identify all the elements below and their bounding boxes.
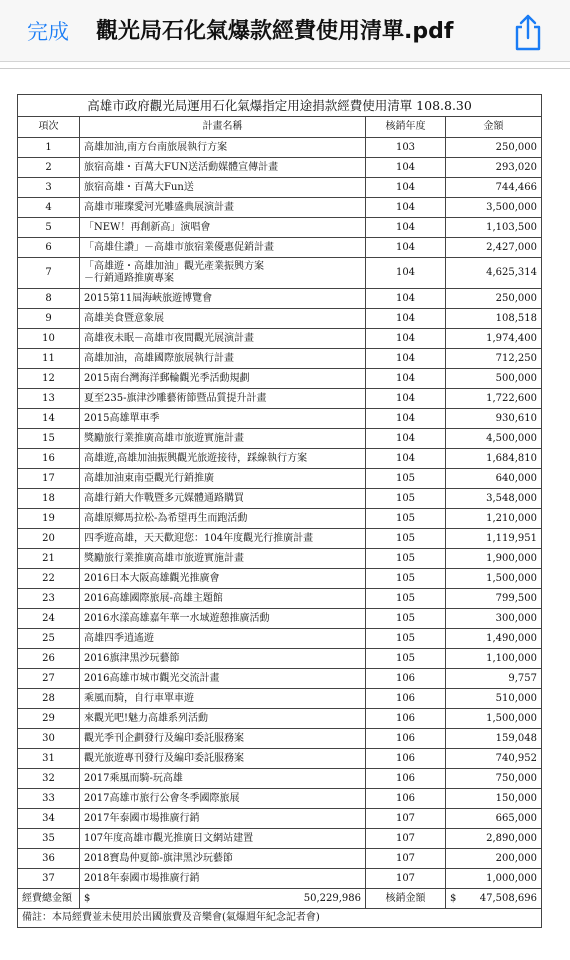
note-row: [18, 909, 542, 928]
plan-name-line-2: －行銷通路推廣專案: [84, 273, 174, 284]
table-row: [18, 589, 542, 609]
row-number: 6: [18, 238, 80, 258]
plan-name: 2015南台灣海洋郵輪觀光季活動規劃: [80, 369, 366, 389]
plan-name: 2016日本大阪高雄觀光推廣會: [80, 569, 366, 589]
row-number: 5: [18, 218, 80, 238]
row-number: 24: [18, 609, 80, 629]
verification-year: 104: [366, 349, 446, 369]
verification-year: 104: [366, 238, 446, 258]
plan-name: 四季遊高雄，天天歡迎您：104年度觀光行推廣計畫: [80, 529, 366, 549]
table-row: [18, 238, 542, 258]
plan-name: 高雄原鄉馬拉松-為希望再生而跑活動: [80, 509, 366, 529]
row-number: 36: [18, 849, 80, 869]
row-number: 32: [18, 769, 80, 789]
plan-name: 2018年泰國市場推廣行銷: [80, 869, 366, 889]
table-row: [18, 389, 542, 409]
table-row: [18, 529, 542, 549]
total-row: [18, 889, 542, 909]
navigation-bar: [0, 0, 570, 62]
expense-table: [17, 94, 542, 928]
row-number: 33: [18, 789, 80, 809]
amount: 1,000,000: [446, 869, 542, 889]
verification-year: 104: [366, 369, 446, 389]
header-year: 核銷年度: [366, 117, 446, 138]
row-number: 4: [18, 198, 80, 218]
amount: 2,427,000: [446, 238, 542, 258]
plan-name: 高雄行銷大作戰暨多元媒體通路購買: [80, 489, 366, 509]
amount: 108,518: [446, 309, 542, 329]
table-row: [18, 709, 542, 729]
table-row: [18, 869, 542, 889]
amount: 930,610: [446, 409, 542, 429]
plan-name: 107年度高雄市觀光推廣日文網站建置: [80, 829, 366, 849]
amount: 250,000: [446, 138, 542, 158]
amount: 750,000: [446, 769, 542, 789]
verified-amount-cell: [446, 889, 542, 909]
table-row: [18, 689, 542, 709]
verification-year: 107: [366, 829, 446, 849]
verification-year: 104: [366, 289, 446, 309]
table-row: [18, 469, 542, 489]
row-number: 31: [18, 749, 80, 769]
plan-name: 高雄四季逍遙遊: [80, 629, 366, 649]
row-number: 20: [18, 529, 80, 549]
amount: 1,722,600: [446, 389, 542, 409]
verification-year: 106: [366, 669, 446, 689]
total-label: 經費總金額: [18, 889, 80, 909]
plan-name: 獎勵旅行業推廣高雄市旅遊實施計畫: [80, 549, 366, 569]
plan-name: 高雄夜未眠－高雄市夜間觀光展演計畫: [80, 329, 366, 349]
amount: 4,500,000: [446, 429, 542, 449]
verified-currency: $: [450, 892, 457, 904]
verification-year: 105: [366, 569, 446, 589]
plan-name: 高雄美食暨意象展: [80, 309, 366, 329]
plan-name: 2016旗津黑沙玩藝節: [80, 649, 366, 669]
plan-name: 獎勵旅行業推廣高雄市旅遊實施計畫: [80, 429, 366, 449]
amount: 665,000: [446, 809, 542, 829]
table-row: [18, 769, 542, 789]
verification-year: 104: [366, 449, 446, 469]
plan-name: 2015第11屆海峽旅遊博覽會: [80, 289, 366, 309]
verification-year: 107: [366, 849, 446, 869]
table-row: [18, 809, 542, 829]
row-number: 1: [18, 138, 80, 158]
plan-name-line-1: 「高雄遊・高雄加油」觀光產業振興方案: [84, 261, 264, 272]
verification-year: 104: [366, 198, 446, 218]
verification-year: 106: [366, 729, 446, 749]
row-number: 17: [18, 469, 80, 489]
table-row: [18, 789, 542, 809]
row-number: 25: [18, 629, 80, 649]
table-row: [18, 198, 542, 218]
plan-name: 2017乘風而騎-玩高雄: [80, 769, 366, 789]
row-number: 26: [18, 649, 80, 669]
done-button[interactable]: 完成: [27, 20, 69, 44]
header-amount: 金額: [446, 117, 542, 138]
plan-name: 旅宿高雄・百萬大Fun送: [80, 178, 366, 198]
plan-name: 2015高雄單車季: [80, 409, 366, 429]
row-number: 30: [18, 729, 80, 749]
amount: 1,900,000: [446, 549, 542, 569]
row-number: 28: [18, 689, 80, 709]
verification-year: 105: [366, 529, 446, 549]
row-number: 37: [18, 869, 80, 889]
amount: 1,684,810: [446, 449, 542, 469]
amount: 744,466: [446, 178, 542, 198]
plan-name: 來觀光吧!魅力高雄系列活動: [80, 709, 366, 729]
amount: 500,000: [446, 369, 542, 389]
verification-year: 105: [366, 589, 446, 609]
row-number: 29: [18, 709, 80, 729]
verification-year: 105: [366, 549, 446, 569]
table-row: [18, 329, 542, 349]
verification-year: 106: [366, 769, 446, 789]
row-number: 10: [18, 329, 80, 349]
amount: 1,100,000: [446, 649, 542, 669]
table-row: [18, 569, 542, 589]
row-number: 8: [18, 289, 80, 309]
plan-name: 觀光旅遊專刊發行及編印委託服務案: [80, 749, 366, 769]
verification-year: 105: [366, 469, 446, 489]
amount: 1,500,000: [446, 709, 542, 729]
row-number: 14: [18, 409, 80, 429]
table-row: [18, 449, 542, 469]
amount: 1,210,000: [446, 509, 542, 529]
verification-year: 107: [366, 809, 446, 829]
plan-name: 2017高雄市旅行公會冬季國際旅展: [80, 789, 366, 809]
row-number: 13: [18, 389, 80, 409]
plan-name: 乘風而騎，自行車單車遊: [80, 689, 366, 709]
amount: 3,500,000: [446, 198, 542, 218]
row-number: 19: [18, 509, 80, 529]
table-row: [18, 669, 542, 689]
row-number: 35: [18, 829, 80, 849]
verification-year: 104: [366, 389, 446, 409]
amount: 293,020: [446, 158, 542, 178]
table-row: [18, 829, 542, 849]
amount: 4,625,314: [446, 258, 542, 289]
row-number: 11: [18, 349, 80, 369]
amount: 1,490,000: [446, 629, 542, 649]
plan-name: 2016高雄國際旅展-高雄主題館: [80, 589, 366, 609]
document-title: 觀光局石化氣爆款經費使用清單.pdf: [96, 19, 454, 44]
plan-name: 2018寶島仲夏節-旗津黑沙玩藝節: [80, 849, 366, 869]
table-row: [18, 349, 542, 369]
plan-name: 高雄加油,南方台南旅展執行方案: [80, 138, 366, 158]
amount: 2,890,000: [446, 829, 542, 849]
verification-year: 103: [366, 138, 446, 158]
verification-year: 104: [366, 218, 446, 238]
table-row: [18, 509, 542, 529]
page-divider: [0, 68, 570, 69]
plan-name: [80, 258, 366, 289]
verification-year: 104: [366, 429, 446, 449]
plan-name: 夏至235-旗津沙雕藝術節暨品質提升計畫: [80, 389, 366, 409]
table-row: [18, 549, 542, 569]
share-button[interactable]: [510, 12, 546, 52]
verification-year: 106: [366, 709, 446, 729]
table-row: [18, 369, 542, 389]
plan-name: 2016高雄市城市觀光交流計畫: [80, 669, 366, 689]
plan-name: 高雄遊,高雄加油振興觀光旅遊接待，踩線執行方案: [80, 449, 366, 469]
verification-year: 105: [366, 629, 446, 649]
table-row: [18, 649, 542, 669]
amount: 640,000: [446, 469, 542, 489]
header-no: 項次: [18, 117, 80, 138]
amount: 200,000: [446, 849, 542, 869]
table-title: 高雄市政府觀光局運用石化氣爆指定用途捐款經費使用清單 108.8.30: [18, 95, 542, 117]
amount: 1,974,400: [446, 329, 542, 349]
table-row: [18, 849, 542, 869]
pdf-page[interactable]: [0, 62, 570, 960]
amount: 712,250: [446, 349, 542, 369]
verification-year: 104: [366, 258, 446, 289]
table-row: [18, 609, 542, 629]
amount: 1,103,500: [446, 218, 542, 238]
amount: 250,000: [446, 289, 542, 309]
table-row: [18, 178, 542, 198]
amount: 1,119,951: [446, 529, 542, 549]
row-number: 7: [18, 258, 80, 289]
plan-name: 旅宿高雄・百萬大FUN送活動媒體宣傳計畫: [80, 158, 366, 178]
share-icon: [510, 12, 546, 52]
row-number: 3: [18, 178, 80, 198]
plan-name: 觀光季刊企劃發行及編印委託服務案: [80, 729, 366, 749]
verification-year: 106: [366, 789, 446, 809]
table-row: [18, 749, 542, 769]
row-number: 9: [18, 309, 80, 329]
verification-year: 104: [366, 409, 446, 429]
table-row: [18, 489, 542, 509]
header-name: 計畫名稱: [80, 117, 366, 138]
amount: 3,548,000: [446, 489, 542, 509]
verification-year: 105: [366, 489, 446, 509]
amount: 150,000: [446, 789, 542, 809]
plan-name: 2016水漾高雄嘉年華一水域遊憩推廣活動: [80, 609, 366, 629]
amount: 510,000: [446, 689, 542, 709]
verification-year: 107: [366, 869, 446, 889]
table-row: [18, 289, 542, 309]
table-row: [18, 429, 542, 449]
table-body: [18, 138, 542, 889]
plan-name: 高雄加油東南亞觀光行銷推廣: [80, 469, 366, 489]
plan-name: 高雄加油，高雄國際旅展執行計畫: [80, 349, 366, 369]
amount: 740,952: [446, 749, 542, 769]
plan-name: 高雄市璀璨愛河光雕盛典展演計畫: [80, 198, 366, 218]
plan-name: 「高雄住讚」－高雄市旅宿業優惠促銷計畫: [80, 238, 366, 258]
verification-year: 104: [366, 178, 446, 198]
amount: 799,500: [446, 589, 542, 609]
row-number: 12: [18, 369, 80, 389]
table-row: [18, 138, 542, 158]
verification-year: 105: [366, 649, 446, 669]
verified-label: 核銷金額: [366, 889, 446, 909]
row-number: 2: [18, 158, 80, 178]
verification-year: 104: [366, 309, 446, 329]
table-row: [18, 629, 542, 649]
amount: 9,757: [446, 669, 542, 689]
verification-year: 106: [366, 749, 446, 769]
table-row: [18, 729, 542, 749]
total-value: 50,229,986: [303, 892, 361, 904]
row-number: 22: [18, 569, 80, 589]
row-number: 23: [18, 589, 80, 609]
verification-year: 105: [366, 509, 446, 529]
verified-value: 47,508,696: [479, 892, 538, 904]
row-number: 18: [18, 489, 80, 509]
row-number: 21: [18, 549, 80, 569]
table-row: [18, 218, 542, 238]
amount: 1,500,000: [446, 569, 542, 589]
table-row: [18, 158, 542, 178]
table-row: [18, 409, 542, 429]
amount: 159,048: [446, 729, 542, 749]
verification-year: 104: [366, 329, 446, 349]
verification-year: 104: [366, 158, 446, 178]
note-text: 備註：本局經費並未使用於出國旅費及音樂會(氣爆週年紀念記者會): [18, 909, 542, 928]
plan-name: 「NEW！再創新高」演唱會: [80, 218, 366, 238]
table-row: [18, 258, 542, 289]
row-number: 15: [18, 429, 80, 449]
total-currency: $: [84, 892, 91, 904]
row-number: 16: [18, 449, 80, 469]
verification-year: 106: [366, 689, 446, 709]
amount: 300,000: [446, 609, 542, 629]
row-number: 34: [18, 809, 80, 829]
total-amount-cell: [80, 889, 366, 909]
row-number: 27: [18, 669, 80, 689]
table-row: [18, 309, 542, 329]
verification-year: 105: [366, 609, 446, 629]
plan-name: 2017年泰國市場推廣行銷: [80, 809, 366, 829]
